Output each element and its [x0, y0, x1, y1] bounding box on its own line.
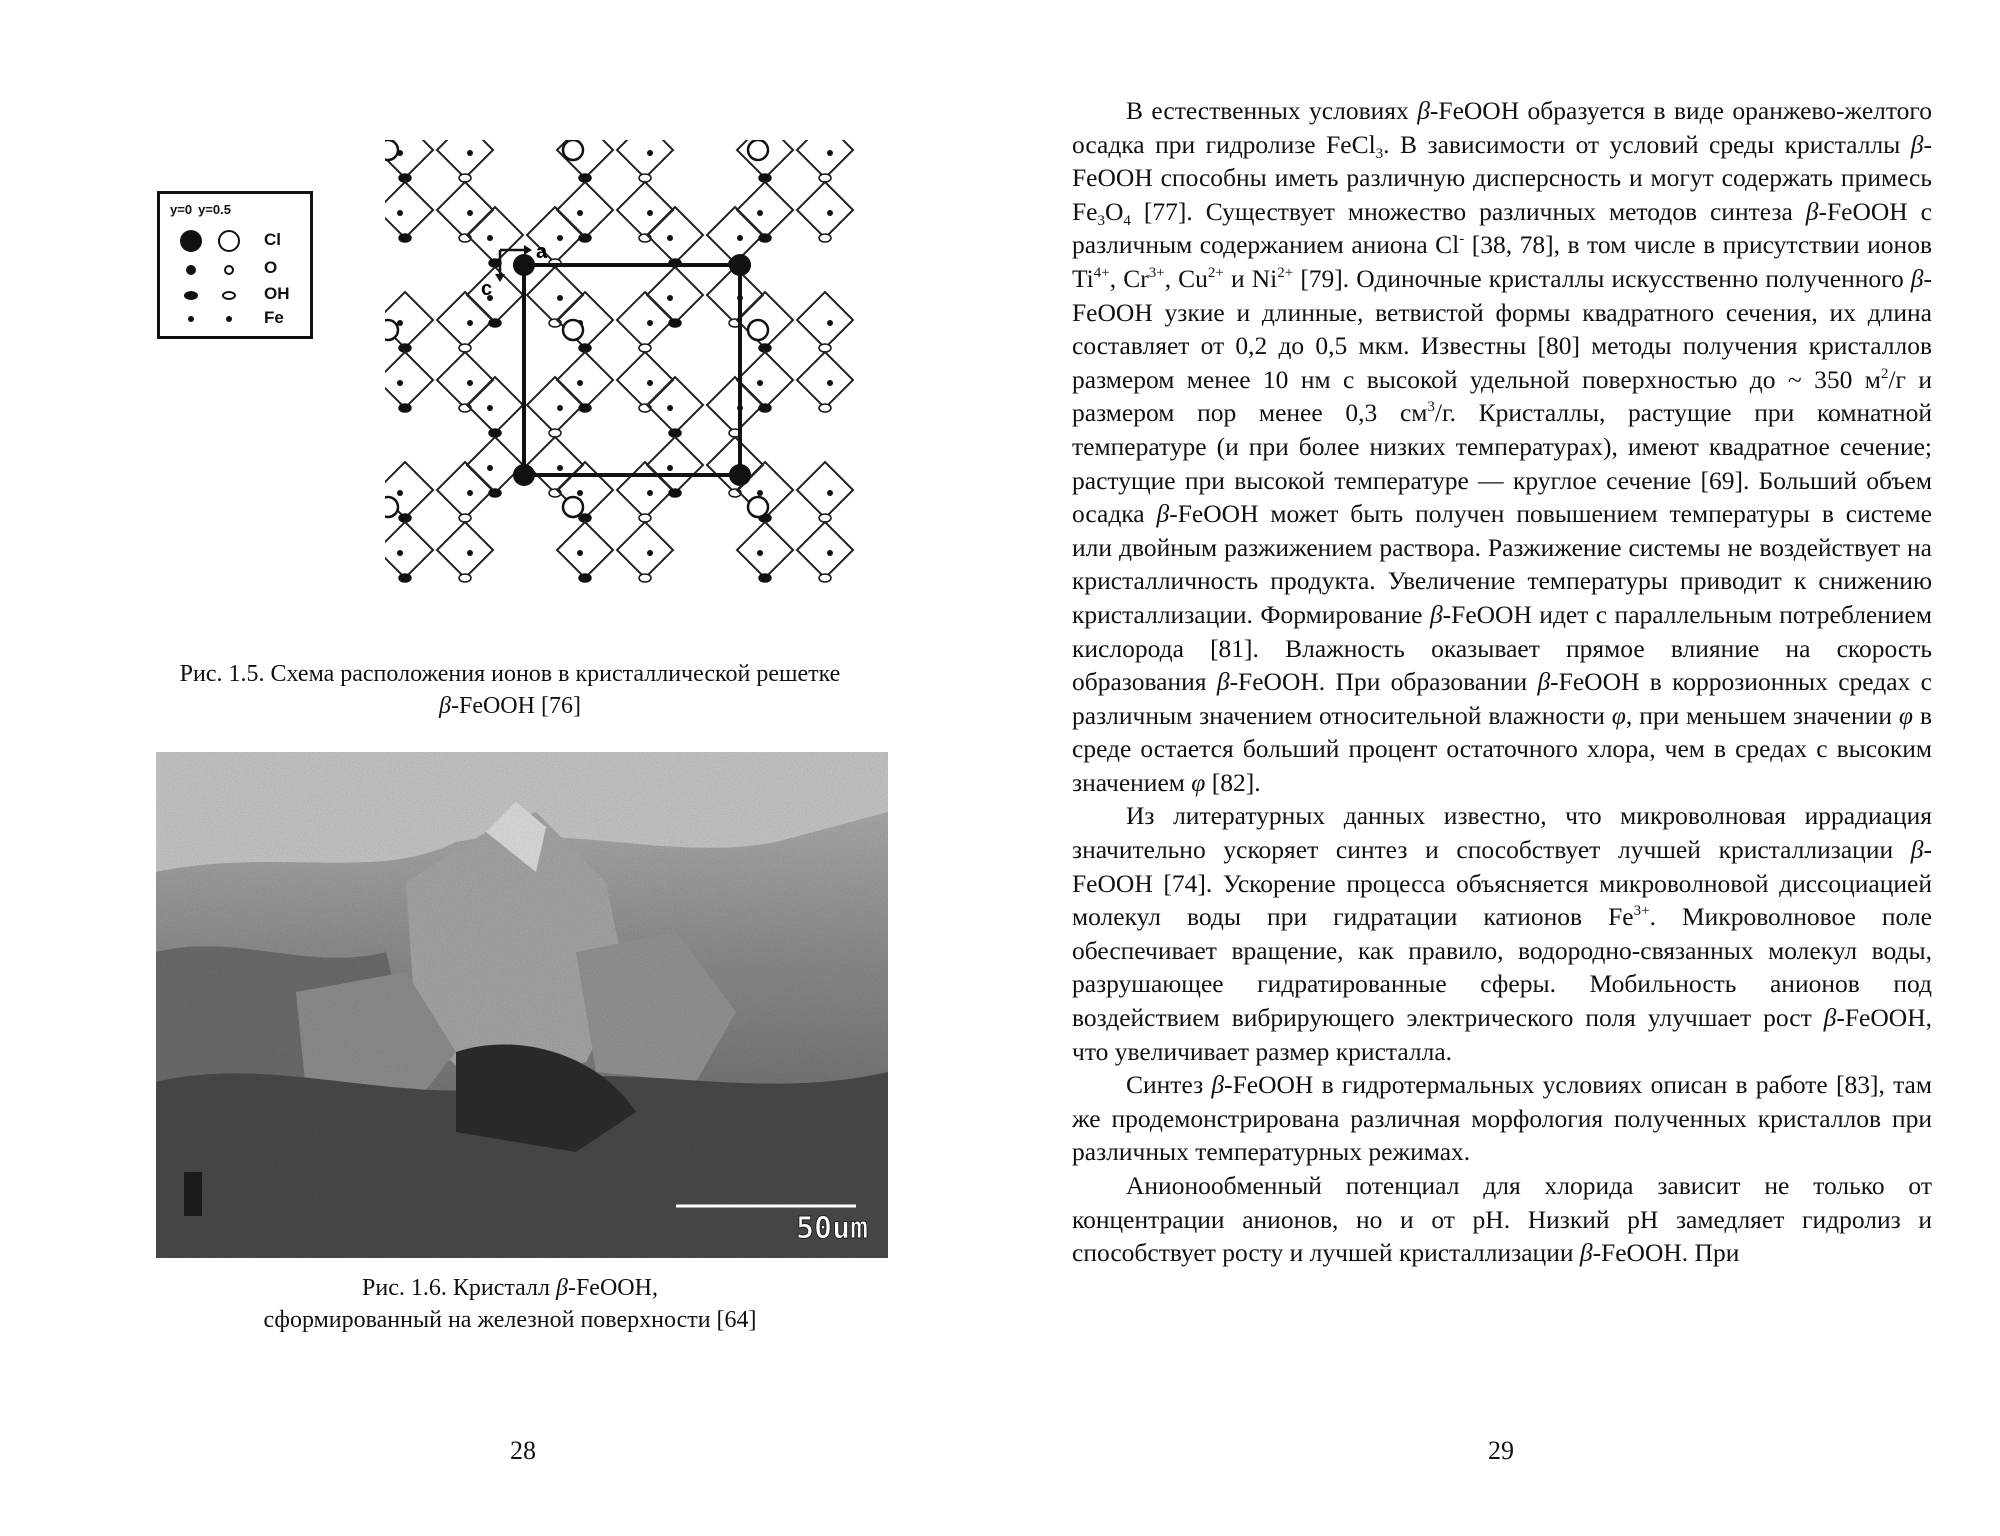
legend-row-oh: [160, 286, 310, 310]
cl-open-circle-icon: [218, 230, 240, 252]
figure-1-6-caption-line1: [150, 1272, 870, 1304]
axis-a-label: a: [536, 241, 548, 263]
oh-site-ellipse: [639, 574, 651, 582]
unit-cell-corner-br: [729, 464, 751, 486]
legend-label-cl: Cl: [264, 230, 281, 249]
fe-atom-dot: [647, 320, 653, 326]
text-run: . В зависимости от условий среды кристаллы: [1383, 129, 1911, 159]
crystal-lattice-diagram: [385, 140, 885, 610]
phi-symbol: φ: [1611, 700, 1626, 730]
cl-site-circle: [385, 140, 398, 160]
octahedron-shape: [797, 352, 853, 408]
oh-site-ellipse: [399, 574, 411, 582]
octahedron-shape: [437, 522, 493, 578]
oh-site-ellipse: [819, 234, 831, 242]
octahedron-shape: [647, 207, 703, 263]
text-run: -FeOOH образуется в виде оранжево-желтого осадка при гидролизе FeCl: [1072, 96, 1933, 159]
fe-atom-dot: [467, 490, 473, 496]
octahedron-shape: [647, 437, 703, 493]
lattice-legend: [157, 191, 313, 339]
beta-symbol: β: [1216, 667, 1230, 697]
subscript: 3: [1375, 145, 1384, 162]
text-run: В естественных условиях: [1126, 96, 1418, 125]
lattice-octahedra: [385, 140, 853, 582]
text-run: -FeOOH может быть получен повышением температуры в системе или двойным разжижением раствора. Разжижение системы не воздействует на кристалличность продукта. Увеличение температуры приводит к снижению кристаллизации. Формирование: [1072, 499, 1932, 629]
sem-dark-fragment: [184, 1172, 202, 1216]
text-run: /г. Кристаллы, растущие при комнатной температуре (и при более низких температурах), имеют квадратное сечение; растущие при высокой температуре — круглое сечение [69]. Больший объем осадка: [1072, 398, 1932, 529]
beta-symbol: β: [1910, 835, 1924, 865]
octahedron-shape: [385, 522, 433, 578]
text-run: -FeOOH, что увеличивает размер кристалла.: [1072, 1003, 1932, 1066]
superscript: 2+: [1207, 264, 1224, 281]
fe-atom-dot: [467, 150, 473, 156]
octahedron-shape: [797, 522, 853, 578]
octahedron-shape: [385, 352, 433, 408]
oh-site-ellipse: [399, 234, 411, 242]
fe-atom-dot: [577, 490, 583, 496]
octahedron-shape: [557, 522, 613, 578]
octahedron-shape: [557, 292, 613, 348]
fe-atom-dot: [467, 550, 473, 556]
octahedron-shape: [707, 377, 763, 433]
text-run: [82].: [1205, 767, 1261, 797]
subscript: 4: [1123, 212, 1131, 229]
figure-1-5-caption-line2: [120, 690, 900, 722]
page-number-left: 28: [510, 1436, 536, 1465]
fe-atom-dot: [647, 210, 653, 216]
cl-site-circle: [563, 497, 583, 517]
fe-atom-dot: [577, 210, 583, 216]
text-run: -FeOOH с различным содержанием аниона Cl: [1072, 196, 1932, 260]
unit-cell-corner-bl: [513, 464, 535, 486]
octahedron-shape: [737, 352, 793, 408]
octahedron-shape: [617, 182, 673, 238]
text-run: -FeOOH идет с параллельным потреблением кислорода [81]. Влажность оказывает прямое влияние на скорость образования: [1072, 599, 1932, 697]
octahedron-shape: [617, 352, 673, 408]
beta-symbol: β: [1910, 129, 1924, 159]
text-run: -FeOOH узкие и длинные, ветвистой формы квадратного сечения, их длина составляет от 0,2 до 0,5 мкм. Известны [80] методы получения кристаллов размером менее 10 нм с высокой удельной поверхностью до ~ 350 м: [1072, 263, 1932, 394]
oh-open-ellipse-icon: [222, 291, 236, 300]
o-filled-dot-icon: [186, 265, 196, 275]
fe-atom-dot: [827, 210, 833, 216]
page-number-right: 29: [1488, 1436, 1514, 1465]
text-run: , при меньшем значении: [1625, 700, 1899, 730]
octahedron-shape: [617, 292, 673, 348]
fe-atom-dot: [667, 465, 673, 471]
paragraph-2: [1072, 799, 1932, 1068]
fe-atom-dot: [397, 550, 403, 556]
fe-atom-dot: [827, 550, 833, 556]
figure-1-5-caption-tail: -FeOOH [76]: [450, 693, 581, 719]
text-run: . Микроволновое поле обеспечивает вращение, как правило, водородно-связанных молекул воды, разрушающее гидратированные сферы. Мобильность анионов под воздействием вибрирующего электрического поля улучшает рост: [1072, 902, 1932, 1033]
fe-atom-dot: [757, 210, 763, 216]
oh-site-ellipse: [489, 319, 501, 327]
fe-filled-dot-icon: [188, 316, 194, 322]
oh-site-ellipse: [579, 234, 591, 242]
text-run: в среде остается больший процент остаточного хлора, чем в средах с высоким значением: [1072, 700, 1932, 797]
octahedron-shape: [617, 462, 673, 518]
fe-atom-dot: [397, 210, 403, 216]
unit-cell-corner-tr: [729, 254, 751, 276]
oh-site-ellipse: [759, 404, 771, 412]
fe-atom-dot: [487, 465, 493, 471]
beta-symbol: β: [439, 693, 451, 719]
text-run: [77]. Существует множество различных методов синтеза: [1130, 196, 1806, 226]
legend-header: [170, 202, 237, 217]
text-run: -FeOOH. При: [1592, 1238, 1740, 1268]
figure-1-6-caption-formula: -FeOOH,: [567, 1275, 658, 1301]
paragraph-3: [1072, 1068, 1932, 1169]
octahedron-shape: [527, 437, 583, 493]
legend-row-o: [160, 260, 310, 284]
fe-dot-icon: [226, 316, 232, 322]
text-run: -FeOOH способны иметь различную дисперсность и могут содержать примесь Fe: [1072, 129, 1932, 226]
oh-site-ellipse: [399, 404, 411, 412]
octahedron-shape: [797, 292, 853, 348]
beta-symbol: β: [1537, 667, 1551, 697]
text-run: [79]. Одиночные кристаллы искусственно полученного: [1293, 263, 1911, 293]
cl-filled-circle-icon: [180, 230, 202, 252]
fe-atom-dot: [757, 550, 763, 556]
superscript: 3: [1427, 399, 1435, 416]
legend-header-y05: y=0.5: [198, 202, 231, 217]
beta-symbol: β: [1579, 1238, 1593, 1268]
text-run: -FeOOH [74]. Ускорение процесса объясняется микроволновой диссоциацией молекул воды при гидратации катионов Fe: [1072, 835, 1932, 932]
octahedron-shape: [385, 182, 433, 238]
cl-site-circle: [385, 320, 398, 340]
legend-row-fe: [160, 310, 310, 334]
octahedron-shape: [467, 207, 523, 263]
fe-atom-dot: [397, 380, 403, 386]
octahedron-shape: [527, 377, 583, 433]
text-run: Из литературных данных известно, что микроволновая иррадиация значительно ускоряет синтез и способствует лучшей кристаллизации: [1072, 801, 1932, 865]
legend-label-oh: OH: [264, 284, 290, 303]
text-run: -FeOOH в гидротермальных условиях описан в работе [83], там же продемонстрирована различная морфология полученных кристаллов при различных температурных режимах.: [1072, 1070, 1932, 1167]
beta-symbol: β: [1805, 196, 1819, 226]
fe-atom-dot: [757, 490, 763, 496]
scale-bar-label: 50um: [796, 1211, 869, 1246]
unit-cell: [513, 254, 751, 486]
text-run: , Cr: [1109, 263, 1149, 293]
octahedron-shape: [437, 462, 493, 518]
octahedron-shape: [647, 377, 703, 433]
right-page: [1000, 0, 2000, 1536]
octahedron-shape: [737, 522, 793, 578]
paragraph-1: [1072, 94, 1932, 799]
fe-atom-dot: [487, 405, 493, 411]
fe-atom-dot: [467, 380, 473, 386]
octahedron-shape: [437, 182, 493, 238]
legend-label-o: O: [264, 258, 278, 277]
text-run: -FeOOH в коррозионных средах с различным значением относительной влажности: [1072, 667, 1932, 730]
octahedron-shape: [437, 140, 493, 178]
legend-row-cl: [160, 230, 310, 254]
octahedron-shape: [467, 437, 523, 493]
fe-atom-dot: [647, 550, 653, 556]
phi-symbol: φ: [1898, 700, 1914, 730]
cl-site-circle: [385, 497, 398, 517]
legend-label-fe: Fe: [264, 308, 284, 327]
fe-atom-dot: [397, 490, 403, 496]
octahedron-shape: [437, 292, 493, 348]
fe-atom-dot: [647, 150, 653, 156]
octahedron-shape: [797, 140, 853, 178]
oh-site-ellipse: [669, 489, 681, 497]
oh-site-ellipse: [759, 574, 771, 582]
oh-filled-ellipse-icon: [184, 291, 198, 300]
octahedron-shape: [617, 522, 673, 578]
text-run: -FeOOH. При образовании: [1229, 667, 1538, 697]
octahedron-shape: [557, 182, 613, 238]
superscript: 2+: [1277, 264, 1294, 281]
cl-site-circle: [563, 140, 583, 160]
octahedron-shape: [467, 267, 523, 323]
octahedron-shape: [707, 207, 763, 263]
fe-atom-dot: [557, 295, 563, 301]
unit-cell-corner-tl: [513, 254, 535, 276]
oh-site-ellipse: [579, 574, 591, 582]
fe-atom-dot: [647, 490, 653, 496]
superscript: 3+: [1148, 264, 1165, 281]
legend-header-y0: y=0: [170, 202, 193, 217]
fe-atom-dot: [667, 405, 673, 411]
beta-symbol: β: [1417, 96, 1430, 125]
oh-site-ellipse: [759, 234, 771, 242]
fe-atom-dot: [467, 210, 473, 216]
octahedron-shape: [437, 352, 493, 408]
sem-image-content: [156, 752, 888, 1258]
fe-atom-dot: [467, 320, 473, 326]
oh-site-ellipse: [819, 404, 831, 412]
octahedron-shape: [737, 292, 793, 348]
figure-1-5-caption: [120, 658, 900, 722]
text-run: O: [1105, 196, 1124, 226]
octahedron-shape: [647, 267, 703, 323]
subscript: 3: [1097, 212, 1105, 229]
o-open-dot-icon: [224, 265, 234, 275]
beta-symbol: β: [1211, 1070, 1225, 1100]
oh-site-ellipse: [489, 489, 501, 497]
axis-c-arrowhead-icon: [495, 274, 505, 282]
oh-site-ellipse: [669, 319, 681, 327]
figure-1-6-caption: [150, 1272, 870, 1336]
text-run: , Cu: [1164, 263, 1208, 293]
text-run: [38, 78], в том числе в присутствии ионов Ti: [1072, 230, 1932, 293]
body-text: [1072, 94, 1932, 1270]
oh-site-ellipse: [819, 574, 831, 582]
superscript: -: [1459, 231, 1465, 248]
fe-atom-dot: [577, 380, 583, 386]
fe-atom-dot: [557, 405, 563, 411]
text-run: Анионообменный потенциал для хлорида зависит не только от концентрации анионов, но и от pH. Низкий pH замедляет гидролиз и способствует росту и лучшей кристаллизации: [1072, 1171, 1932, 1268]
phi-symbol: φ: [1191, 767, 1206, 797]
fe-atom-dot: [647, 380, 653, 386]
octahedron-shape: [557, 352, 613, 408]
fe-atom-dot: [667, 235, 673, 241]
octahedron-shape: [737, 182, 793, 238]
cl-site-circle: [563, 320, 583, 340]
text-run: и Ni: [1223, 263, 1278, 293]
cl-site-circle: [748, 140, 768, 160]
fe-atom-dot: [827, 490, 833, 496]
text-run: Синтез: [1126, 1070, 1212, 1100]
figure-1-6-caption-line2: сформированный на железной поверхности [64]: [263, 1307, 757, 1333]
fe-atom-dot: [557, 465, 563, 471]
beta-symbol: β: [556, 1275, 568, 1301]
octahedron-shape: [617, 140, 673, 178]
oh-site-ellipse: [459, 574, 471, 582]
beta-symbol: β: [1156, 499, 1170, 529]
figure-1-5-caption-line1: Рис. 1.5. Схема расположения ионов в кристаллической решетке: [179, 661, 841, 687]
fe-atom-dot: [487, 235, 493, 241]
beta-symbol: β: [1823, 1003, 1837, 1033]
fe-atom-dot: [827, 320, 833, 326]
paragraph-4: [1072, 1169, 1932, 1270]
fe-atom-dot: [827, 380, 833, 386]
octahedron-shape: [527, 267, 583, 323]
beta-symbol: β: [1910, 263, 1924, 293]
octahedron-shape: [797, 182, 853, 238]
beta-symbol: β: [1429, 599, 1443, 629]
fe-atom-dot: [827, 150, 833, 156]
axis-a-arrowhead-icon: [524, 245, 532, 255]
fe-atom-dot: [577, 550, 583, 556]
superscript: 3+: [1633, 903, 1650, 920]
text-run: /г и размером пор менее 0,3 см: [1072, 364, 1932, 428]
octahedron-shape: [797, 462, 853, 518]
superscript: 4+: [1093, 264, 1110, 281]
fe-atom-dot: [757, 380, 763, 386]
fe-atom-dot: [667, 295, 673, 301]
cl-site-circle: [748, 320, 768, 340]
superscript: 2: [1880, 365, 1889, 382]
figure-1-6-caption-head: Рис. 1.6. Кристалл: [362, 1275, 556, 1301]
fe-atom-dot: [557, 235, 563, 241]
sem-crystal-photo: [156, 752, 888, 1258]
oh-site-ellipse: [579, 404, 591, 412]
axis-c-label: c: [481, 278, 493, 300]
fe-atom-dot: [737, 235, 743, 241]
octahedron-shape: [707, 267, 763, 323]
octahedron-shape: [467, 377, 523, 433]
cl-site-circle: [748, 497, 768, 517]
